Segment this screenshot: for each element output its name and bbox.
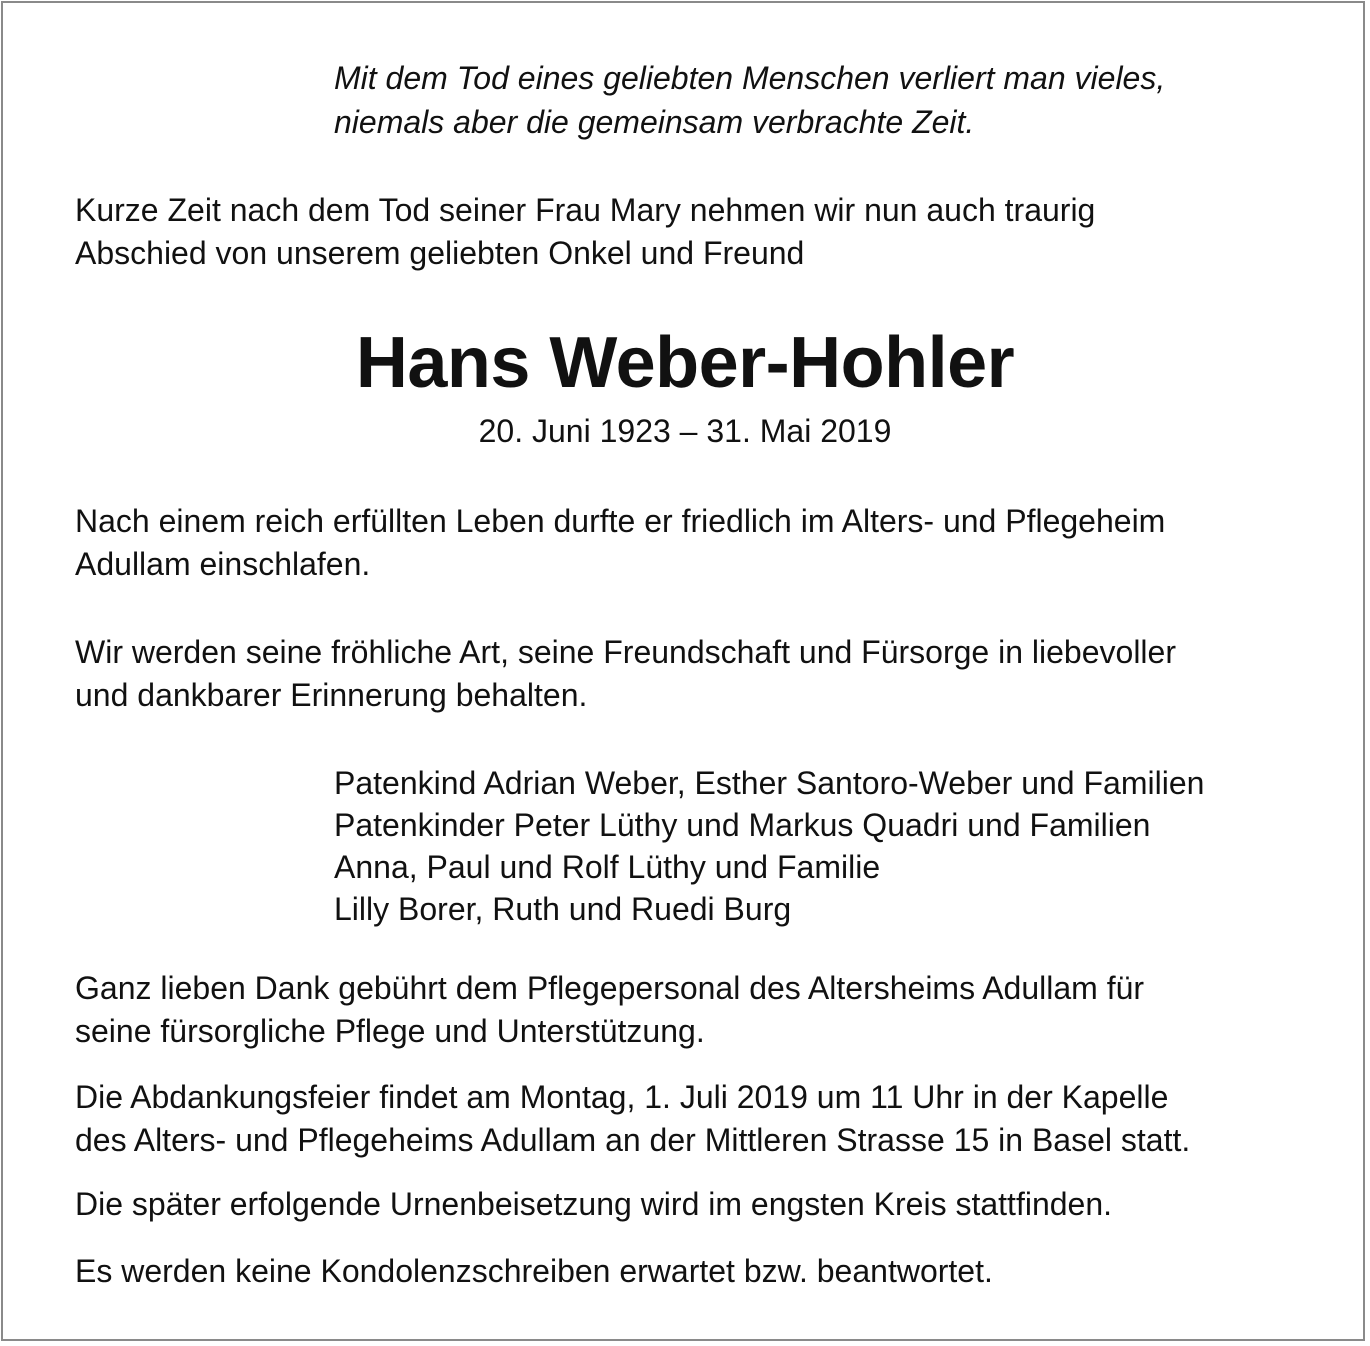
ceremony-line-1: Die Abdankungsfeier findet am Montag, 1. Juli 2019 um 11 Uhr in der Kapelle	[75, 1079, 1169, 1115]
memory-line-2: und dankbarer Erinnerung behalten.	[75, 677, 588, 713]
passing-line-1: Nach einem reich erfüllten Leben durfte er friedlich im Alters- und Pflegeheim	[75, 503, 1166, 539]
mourners-list	[334, 762, 1204, 930]
motto-quote	[334, 56, 1165, 144]
condolences-note: Es werden keine Kondolenzschreiben erwartet bzw. beantwortet.	[75, 1253, 993, 1289]
mourner-line: Anna, Paul und Rolf Lüthy und Familie	[334, 849, 881, 885]
mourner-line: Patenkinder Peter Lüthy und Markus Quadri und Familien	[334, 807, 1151, 843]
intro-paragraph	[75, 189, 1295, 275]
burial-note: Die später erfolgende Urnenbeisetzung wird im engsten Kreis stattfinden.	[75, 1186, 1113, 1222]
ceremony-paragraph	[75, 1076, 1295, 1162]
mourner-line: Patenkind Adrian Weber, Esther Santoro-Weber und Familien	[334, 765, 1205, 801]
intro-line-2: Abschied von unserem geliebten Onkel und Freund	[75, 235, 805, 271]
motto-line-1: Mit dem Tod eines geliebten Menschen verliert man vieles,	[334, 60, 1166, 96]
passing-line-2: Adullam einschlafen.	[75, 546, 371, 582]
thanks-paragraph	[75, 967, 1295, 1053]
thanks-line-1: Ganz lieben Dank gebührt dem Pflegepersonal des Altersheims Adullam für	[75, 970, 1145, 1006]
mourner-line: Lilly Borer, Ruth und Ruedi Burg	[334, 891, 792, 927]
deceased-name: Hans Weber-Hohler	[355, 323, 1015, 403]
passing-paragraph	[75, 500, 1295, 586]
memory-line-1: Wir werden seine fröhliche Art, seine Freundschaft und Fürsorge in liebevoller	[75, 634, 1176, 670]
life-dates: 20. Juni 1923 – 31. Mai 2019	[478, 413, 892, 449]
memory-paragraph	[75, 631, 1295, 717]
intro-line-1: Kurze Zeit nach dem Tod seiner Frau Mary nehmen wir nun auch traurig	[75, 192, 1096, 228]
ceremony-line-2: des Alters- und Pflegeheims Adullam an der Mittleren Strasse 15 in Basel statt.	[75, 1122, 1191, 1158]
thanks-line-2: seine fürsorgliche Pflege und Unterstützung.	[75, 1013, 705, 1049]
motto-line-2: niemals aber die gemeinsam verbrachte Zeit.	[334, 104, 975, 140]
